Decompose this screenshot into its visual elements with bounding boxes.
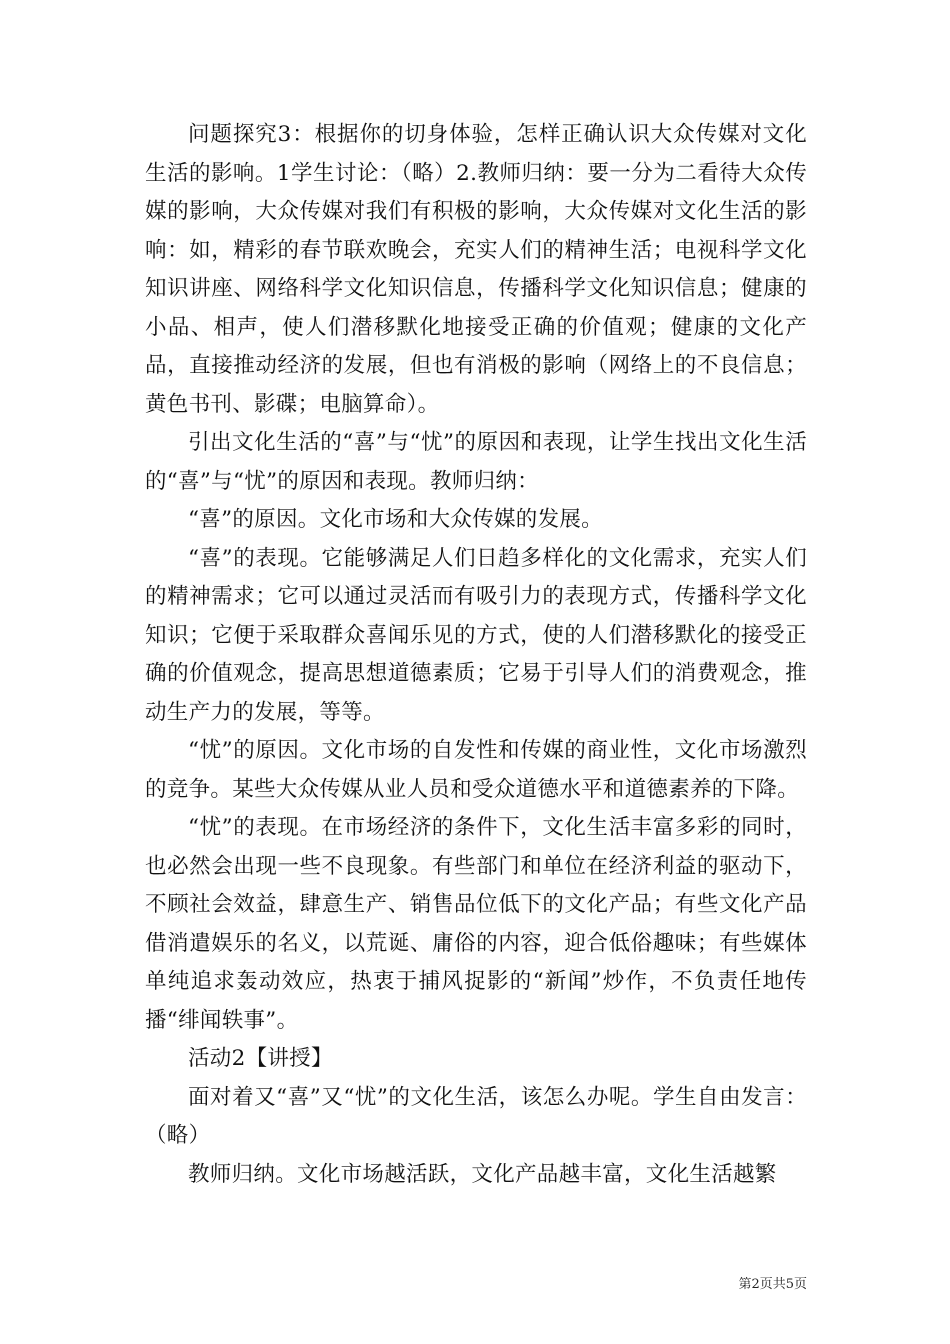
paragraph-student-discussion: 面对着又“喜”又“忧”的文化生活，该怎么办呢。学生自由发言：（略） xyxy=(145,1084,807,1148)
paragraph-joy-worry-intro: 引出文化生活的“喜”与“忧”的原因和表现，让学生找出文化生活的“喜”与“忧”的原因和表现。教师归纳： xyxy=(145,430,807,494)
paragraph-activity-2-heading: 活动2【讲授】 xyxy=(188,1046,333,1071)
document-body xyxy=(145,116,807,1194)
paragraph-worry-manifestation: “忧”的表现。在市场经济的条件下，文化生活丰富多彩的同时，也必然会出现一些不良现象。有些部门和单位在经济利益的驱动下，不顾社会效益，肆意生产、销售品位低下的文化产品；有些文化产品借消遣娱乐的名义，以荒诞、庸俗的内容，迎合低俗趣味；有些媒体单纯追求轰动效应，热衷于捕风捉影的“新闻”炒作，不负责任地传播“绯闻轶事”。 xyxy=(145,815,807,1033)
paragraph-joy-cause: “喜”的原因。文化市场和大众传媒的发展。 xyxy=(188,507,603,532)
page-number-footer: 第2页共5页 xyxy=(738,1277,807,1292)
paragraph-worry-cause: “忧”的原因。文化市场的自发性和传媒的商业性，文化市场激烈的竞争。某些大众传媒从业人员和受众道德水平和道德素养的下降。 xyxy=(145,738,807,802)
paragraph-question-3: 问题探究3：根据你的切身体验，怎样正确认识大众传媒对文化生活的影响。1学生讨论：（略）2.教师归纳：要一分为二看待大众传媒的影响，大众传媒对我们有积极的影响，大众传媒对文化生活的影响：如，精彩的春节联欢晚会，充实人们的精神生活；电视科学文化知识讲座、网络科学文化知识信息，传播科学文化知识信息；健康的小品、相声，使人们潜移默化地接受正确的价值观；健康的文化产品，直接推动经济的发展，但也有消极的影响（网络上的不良信息；黄色书刊、影碟；电脑算命）。 xyxy=(145,122,807,417)
paragraph-teacher-summary: 教师归纳。文化市场越活跃，文化产品越丰富，文化生活越繁 xyxy=(188,1161,777,1187)
paragraph-joy-manifestation: “喜”的表现。它能够满足人们日趋多样化的文化需求，充实人们的精神需求；它可以通过灵活而有吸引力的表现方式，传播科学文化知识；它便于采取群众喜闻乐见的方式，使的人们潜移默化的接受正确的价值观念，提高思想道德素质；它易于引导人们的消费观念，推动生产力的发展，等等。 xyxy=(145,545,807,725)
